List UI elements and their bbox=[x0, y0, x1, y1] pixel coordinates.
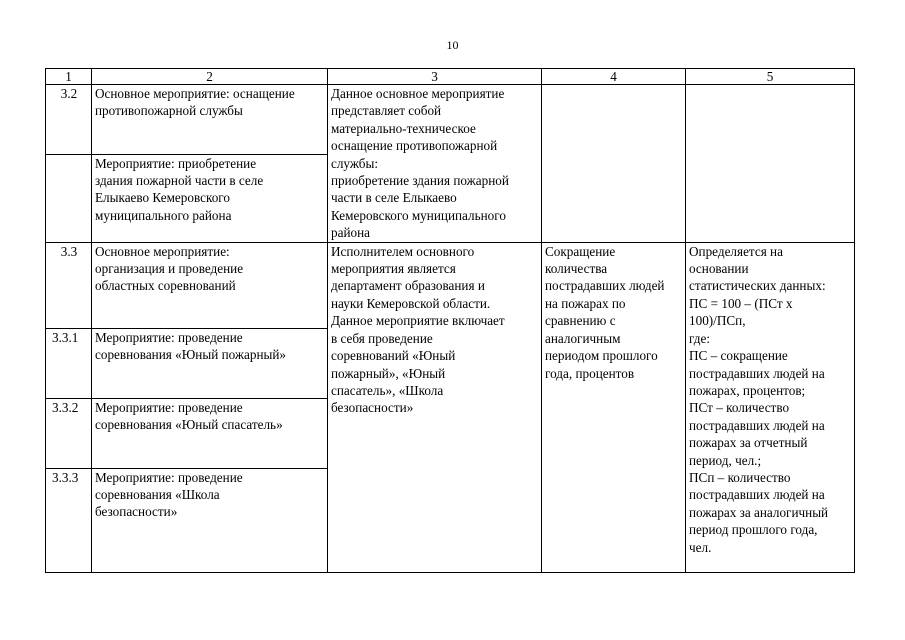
text-line: представляет собой bbox=[331, 103, 442, 119]
text-line: района bbox=[331, 225, 371, 241]
row-number: 3.3.2 bbox=[46, 398, 92, 468]
text-line: пожарах, процентов; bbox=[689, 382, 806, 398]
header-col-4: 4 bbox=[542, 69, 686, 85]
text-line: приобретение здания пожарной bbox=[331, 173, 509, 189]
measure-name-cell bbox=[92, 328, 328, 398]
text-line: Мероприятие: приобретение bbox=[95, 155, 257, 171]
text-line: соревнования «Юный пожарный» bbox=[95, 347, 287, 363]
text-line: период прошлого года, bbox=[689, 522, 818, 538]
text-line: противопожарной службы bbox=[95, 103, 243, 119]
text-line: службы: bbox=[331, 155, 379, 171]
text-line: количества bbox=[545, 261, 608, 277]
text-line: Исполнителем основного bbox=[331, 243, 475, 259]
measure-name-cell bbox=[92, 398, 328, 468]
text-line: областных соревнований bbox=[95, 278, 236, 294]
table-row bbox=[46, 242, 855, 328]
text-line: департамент образования и bbox=[331, 278, 485, 294]
text-line: безопасности» bbox=[331, 400, 414, 416]
text-line: науки Кемеровской области. bbox=[331, 295, 491, 311]
text-line: Данное основное мероприятие bbox=[331, 86, 505, 101]
text-line: сравнению с bbox=[545, 313, 616, 329]
row-number: 3.3.1 bbox=[46, 328, 92, 398]
text-line: Мероприятие: проведение bbox=[95, 399, 243, 415]
measure-name-cell bbox=[92, 468, 328, 572]
text-line: Елыкаево Кемеровского bbox=[95, 190, 230, 206]
text-line: Мероприятие: проведение bbox=[95, 469, 243, 485]
text-line: соревнования «Юный спасатель» bbox=[95, 417, 283, 433]
text-line: Данное мероприятие включает bbox=[331, 313, 505, 329]
indicator-cell bbox=[542, 242, 686, 572]
text-line: ПСт – количество bbox=[689, 400, 790, 416]
text-line: Мероприятие: проведение bbox=[95, 329, 243, 345]
text-line: Кемеровского муниципального bbox=[331, 207, 506, 223]
measure-name-cell bbox=[92, 242, 328, 328]
row-number: 3.3 bbox=[46, 242, 92, 328]
header-col-2: 2 bbox=[92, 69, 328, 85]
text-line: пострадавших людей на bbox=[689, 417, 825, 433]
text-line: материально-техническое bbox=[331, 120, 476, 136]
row-number: 3.3.3 bbox=[46, 468, 92, 572]
text-line: Основное мероприятие: bbox=[95, 243, 230, 259]
text-line: года, процентов bbox=[545, 365, 635, 381]
text-line: организация и проведение bbox=[95, 261, 244, 277]
text-line: аналогичным bbox=[545, 330, 621, 346]
header-col-3: 3 bbox=[328, 69, 542, 85]
text-line: безопасности» bbox=[95, 504, 178, 520]
text-line: пострадавших людей bbox=[545, 278, 665, 294]
table-row bbox=[46, 85, 855, 155]
text-line: спасатель», «Школа bbox=[331, 382, 444, 398]
header-col-5: 5 bbox=[686, 69, 855, 85]
text-line: период, чел.; bbox=[689, 452, 762, 468]
text-line: пожарный», «Юный bbox=[331, 365, 446, 381]
text-line: муниципального района bbox=[95, 207, 232, 223]
text-line: Сокращение bbox=[545, 243, 616, 259]
text-line: оснащение противопожарной bbox=[331, 138, 498, 154]
method-cell bbox=[686, 242, 855, 572]
text-line: мероприятия является bbox=[331, 261, 456, 277]
description-cell bbox=[328, 85, 542, 243]
description-cell bbox=[328, 242, 542, 572]
text-line: Определяется на bbox=[689, 243, 783, 259]
measure-name-cell bbox=[92, 154, 328, 242]
header-col-1: 1 bbox=[46, 69, 92, 85]
text-line: ПС = 100 – (ПСт х bbox=[689, 295, 793, 311]
text-line: где: bbox=[689, 330, 710, 346]
indicator-cell bbox=[542, 85, 686, 243]
text-line: чел. bbox=[689, 539, 712, 555]
text-line: ПСп – количество bbox=[689, 469, 791, 485]
text-line: пострадавших людей на bbox=[689, 365, 825, 381]
row-number bbox=[46, 154, 92, 242]
text-line: Основное мероприятие: оснащение bbox=[95, 86, 295, 101]
text-line: периодом прошлого bbox=[545, 348, 658, 364]
measures-table bbox=[45, 68, 855, 573]
measure-name-cell bbox=[92, 85, 328, 155]
text-line: здания пожарной части в селе bbox=[95, 173, 264, 189]
text-line: части в селе Елыкаево bbox=[331, 190, 457, 206]
page-number: 10 bbox=[446, 38, 459, 52]
text-line: пожарах за аналогичный bbox=[689, 504, 829, 520]
text-line: статистических данных: bbox=[689, 278, 826, 294]
row-number: 3.2 bbox=[46, 85, 92, 155]
text-line: ПС – сокращение bbox=[689, 348, 788, 364]
text-line: в себя проведение bbox=[331, 330, 433, 346]
text-line: соревнования «Школа bbox=[95, 487, 220, 503]
text-line: 100)/ПСп, bbox=[689, 313, 746, 329]
method-cell bbox=[686, 85, 855, 243]
text-line: на пожарах по bbox=[545, 295, 626, 311]
text-line: соревнований «Юный bbox=[331, 348, 456, 364]
text-line: пожарах за отчетный bbox=[689, 435, 808, 451]
text-line: основании bbox=[689, 261, 749, 277]
header-row bbox=[46, 69, 855, 85]
text-line: пострадавших людей на bbox=[689, 487, 825, 503]
